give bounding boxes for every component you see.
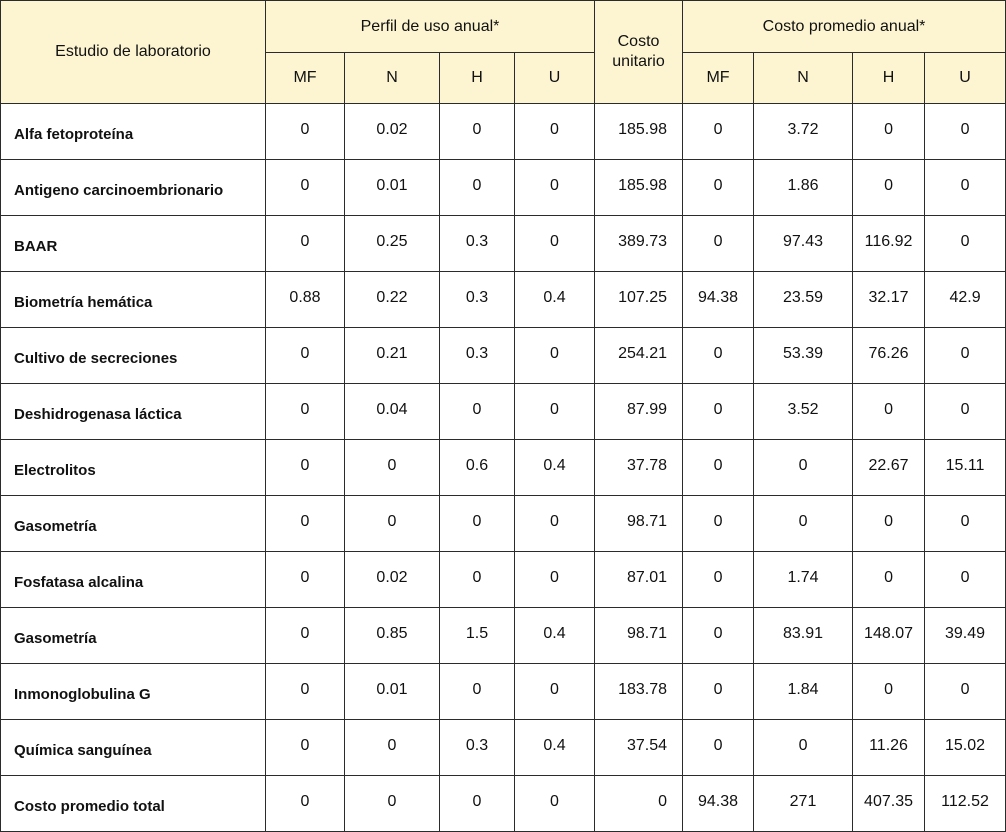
usage-n-cell: 0 (345, 720, 440, 776)
avg-u-header: U (925, 53, 1006, 104)
avg-cost-h-cell: 22.67 (853, 440, 925, 496)
usage-h-cell: 0 (440, 776, 515, 832)
unit-cost-cell: 107.25 (595, 272, 683, 328)
avg-cost-n-cell: 0 (754, 496, 853, 552)
usage-mf-header: MF (266, 53, 345, 104)
usage-h-cell: 0.3 (440, 272, 515, 328)
usage-h-cell: 0.6 (440, 440, 515, 496)
avg-cost-n-cell: 83.91 (754, 608, 853, 664)
table-row (1, 328, 1006, 384)
usage-n-header: N (345, 53, 440, 104)
usage-u-cell: 0.4 (515, 272, 595, 328)
usage-h-cell: 0 (440, 104, 515, 160)
table-row (1, 384, 1006, 440)
avg-cost-mf-cell: 0 (683, 216, 754, 272)
usage-n-cell: 0 (345, 776, 440, 832)
table-row (1, 104, 1006, 160)
usage-u-cell: 0 (515, 776, 595, 832)
usage-u-cell: 0.4 (515, 440, 595, 496)
usage-u-cell: 0 (515, 384, 595, 440)
avg-cost-u-cell: 0 (925, 384, 1006, 440)
avg-cost-mf-cell: 0 (683, 104, 754, 160)
study-name-cell: Deshidrogenasa láctica (1, 384, 266, 440)
avg-cost-h-cell: 11.26 (853, 720, 925, 776)
table-row (1, 160, 1006, 216)
unit-cost-cell: 0 (595, 776, 683, 832)
usage-mf-cell: 0 (266, 776, 345, 832)
avg-cost-mf-cell: 0 (683, 384, 754, 440)
table-row (1, 272, 1006, 328)
usage-u-cell: 0 (515, 664, 595, 720)
unit-cost-cell: 98.71 (595, 496, 683, 552)
usage-n-cell: 0.04 (345, 384, 440, 440)
avg-mf-header: MF (683, 53, 754, 104)
table-row (1, 496, 1006, 552)
usage-u-cell: 0.4 (515, 608, 595, 664)
usage-n-cell: 0.25 (345, 216, 440, 272)
usage-mf-cell: 0 (266, 720, 345, 776)
usage-n-cell: 0.02 (345, 552, 440, 608)
unit-cost-cell: 185.98 (595, 160, 683, 216)
avg-cost-u-cell: 0 (925, 496, 1006, 552)
usage-n-cell: 0.02 (345, 104, 440, 160)
avg-cost-h-cell: 148.07 (853, 608, 925, 664)
avg-cost-u-cell: 42.9 (925, 272, 1006, 328)
unit-cost-cell: 87.99 (595, 384, 683, 440)
avg-cost-n-cell: 97.43 (754, 216, 853, 272)
usage-mf-cell: 0 (266, 104, 345, 160)
table-header (1, 1, 1006, 104)
avg-cost-u-cell: 0 (925, 328, 1006, 384)
usage-u-header: U (515, 53, 595, 104)
usage-h-cell: 0.3 (440, 720, 515, 776)
avg-cost-mf-cell: 0 (683, 720, 754, 776)
usage-mf-cell: 0 (266, 608, 345, 664)
usage-h-cell: 0 (440, 384, 515, 440)
avg-cost-mf-cell: 0 (683, 552, 754, 608)
usage-h-cell: 0.3 (440, 328, 515, 384)
study-name-cell: Fosfatasa alcalina (1, 552, 266, 608)
table-row (1, 552, 1006, 608)
usage-mf-cell: 0 (266, 216, 345, 272)
study-name-cell: Antigeno carcinoembrionario (1, 160, 266, 216)
usage-u-cell: 0 (515, 216, 595, 272)
study-name-cell: Química sanguínea (1, 720, 266, 776)
avg-cost-u-cell: 15.11 (925, 440, 1006, 496)
avg-cost-h-cell: 0 (853, 384, 925, 440)
unit-cost-cell: 185.98 (595, 104, 683, 160)
avg-cost-n-cell: 3.52 (754, 384, 853, 440)
avg-cost-h-cell: 407.35 (853, 776, 925, 832)
study-column-header: Estudio de laboratorio (1, 1, 266, 104)
usage-n-cell: 0 (345, 440, 440, 496)
avg-cost-u-cell: 112.52 (925, 776, 1006, 832)
usage-n-cell: 0 (345, 496, 440, 552)
study-name-cell: Alfa fetoproteína (1, 104, 266, 160)
avg-cost-mf-cell: 94.38 (683, 272, 754, 328)
unit-cost-cell: 37.54 (595, 720, 683, 776)
table-row (1, 440, 1006, 496)
unit-cost-cell: 183.78 (595, 664, 683, 720)
unit-cost-cell: 98.71 (595, 608, 683, 664)
usage-u-cell: 0 (515, 160, 595, 216)
study-name-cell: Inmonoglobulina G (1, 664, 266, 720)
avg-cost-u-cell: 0 (925, 552, 1006, 608)
study-name-cell: Cultivo de secreciones (1, 328, 266, 384)
avg-cost-n-cell: 23.59 (754, 272, 853, 328)
table-row (1, 776, 1006, 832)
table-row (1, 720, 1006, 776)
study-name-cell: Biometría hemática (1, 272, 266, 328)
avg-cost-group-header: Costo promedio anual* (683, 1, 1006, 53)
avg-cost-h-cell: 32.17 (853, 272, 925, 328)
usage-mf-cell: 0 (266, 440, 345, 496)
table-row (1, 664, 1006, 720)
usage-mf-cell: 0 (266, 160, 345, 216)
usage-mf-cell: 0 (266, 552, 345, 608)
usage-mf-cell: 0 (266, 664, 345, 720)
table-row (1, 608, 1006, 664)
avg-cost-u-cell: 15.02 (925, 720, 1006, 776)
avg-cost-n-cell: 0 (754, 440, 853, 496)
table-body (1, 104, 1006, 832)
unit-cost-cell: 87.01 (595, 552, 683, 608)
usage-h-cell: 0 (440, 664, 515, 720)
usage-h-cell: 0 (440, 552, 515, 608)
usage-u-cell: 0 (515, 104, 595, 160)
avg-cost-h-cell: 0 (853, 664, 925, 720)
avg-cost-mf-cell: 0 (683, 496, 754, 552)
avg-cost-mf-cell: 0 (683, 328, 754, 384)
usage-n-cell: 0.01 (345, 160, 440, 216)
usage-h-cell: 1.5 (440, 608, 515, 664)
study-name-cell: BAAR (1, 216, 266, 272)
avg-n-header: N (754, 53, 853, 104)
usage-mf-cell: 0 (266, 496, 345, 552)
unit-cost-cell: 37.78 (595, 440, 683, 496)
usage-u-cell: 0 (515, 496, 595, 552)
study-name-cell: Costo promedio total (1, 776, 266, 832)
avg-cost-u-cell: 39.49 (925, 608, 1006, 664)
study-name-cell: Electrolitos (1, 440, 266, 496)
usage-n-cell: 0.85 (345, 608, 440, 664)
unit-cost-cell: 389.73 (595, 216, 683, 272)
avg-cost-h-cell: 0 (853, 104, 925, 160)
header-row-top (1, 1, 1006, 53)
usage-n-cell: 0.22 (345, 272, 440, 328)
table-row (1, 216, 1006, 272)
avg-cost-n-cell: 53.39 (754, 328, 853, 384)
usage-mf-cell: 0 (266, 328, 345, 384)
avg-cost-n-cell: 271 (754, 776, 853, 832)
usage-h-cell: 0.3 (440, 216, 515, 272)
usage-u-cell: 0.4 (515, 720, 595, 776)
usage-n-cell: 0.21 (345, 328, 440, 384)
study-name-cell: Gasometría (1, 608, 266, 664)
unit-cost-header: Costo unitario (595, 1, 683, 104)
avg-cost-mf-cell: 0 (683, 608, 754, 664)
usage-group-header: Perfil de uso anual* (266, 1, 595, 53)
usage-mf-cell: 0.88 (266, 272, 345, 328)
avg-cost-mf-cell: 0 (683, 440, 754, 496)
avg-cost-h-cell: 116.92 (853, 216, 925, 272)
usage-mf-cell: 0 (266, 384, 345, 440)
avg-cost-h-cell: 0 (853, 496, 925, 552)
avg-h-header: H (853, 53, 925, 104)
avg-cost-mf-cell: 0 (683, 664, 754, 720)
avg-cost-u-cell: 0 (925, 160, 1006, 216)
usage-n-cell: 0.01 (345, 664, 440, 720)
avg-cost-n-cell: 1.84 (754, 664, 853, 720)
usage-h-header: H (440, 53, 515, 104)
study-name-cell: Gasometría (1, 496, 266, 552)
avg-cost-h-cell: 0 (853, 552, 925, 608)
avg-cost-h-cell: 0 (853, 160, 925, 216)
avg-cost-u-cell: 0 (925, 216, 1006, 272)
usage-u-cell: 0 (515, 328, 595, 384)
avg-cost-n-cell: 1.74 (754, 552, 853, 608)
avg-cost-n-cell: 1.86 (754, 160, 853, 216)
usage-u-cell: 0 (515, 552, 595, 608)
unit-cost-cell: 254.21 (595, 328, 683, 384)
avg-cost-n-cell: 3.72 (754, 104, 853, 160)
avg-cost-mf-cell: 94.38 (683, 776, 754, 832)
avg-cost-u-cell: 0 (925, 664, 1006, 720)
avg-cost-u-cell: 0 (925, 104, 1006, 160)
avg-cost-mf-cell: 0 (683, 160, 754, 216)
avg-cost-n-cell: 0 (754, 720, 853, 776)
usage-h-cell: 0 (440, 160, 515, 216)
avg-cost-h-cell: 76.26 (853, 328, 925, 384)
usage-h-cell: 0 (440, 496, 515, 552)
